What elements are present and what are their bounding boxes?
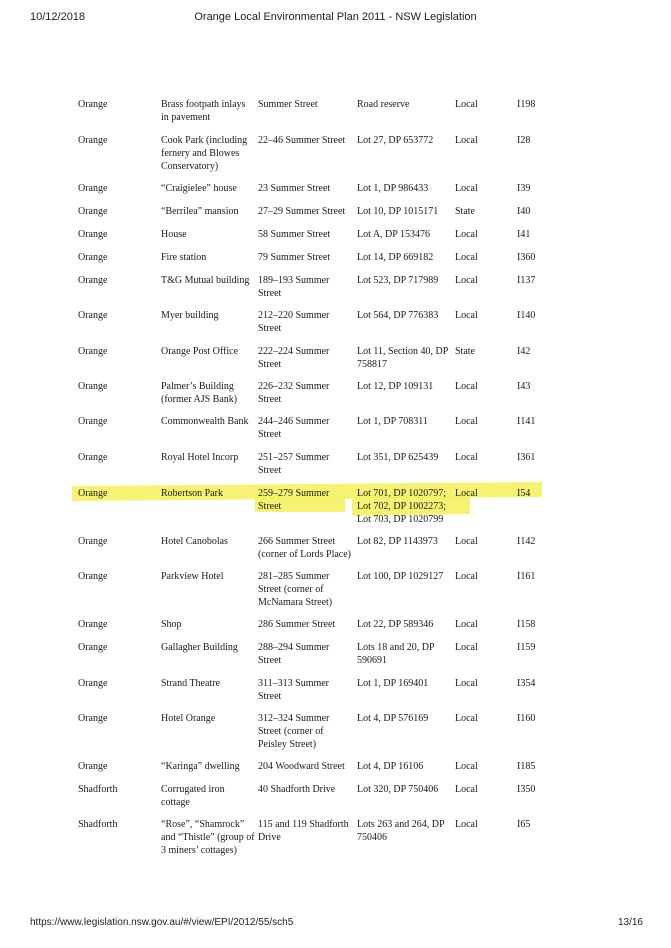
item-number-cell: I140	[517, 310, 536, 321]
property-description-cell: Lot 22, DP 589346	[357, 619, 434, 630]
address-cell: 23 Summer Street	[258, 183, 331, 194]
significance-cell: State	[455, 206, 475, 217]
item-number-cell: I160	[517, 713, 536, 724]
significance-cell: Local	[455, 536, 478, 547]
suburb-cell: Orange	[78, 252, 108, 263]
significance-cell: Local	[455, 784, 478, 795]
property-description-cell: Lot 564, DP 776383	[357, 310, 439, 321]
significance-cell: Local	[455, 99, 478, 110]
address-cell: 189–193 Summer Street	[258, 275, 330, 299]
suburb-cell: Orange	[78, 416, 108, 427]
significance-cell: Local	[455, 761, 478, 772]
address-cell: 312–324 Summer Street (corner of Peisley Street)	[258, 713, 330, 750]
item-name-cell: Brass footpath inlays in pavement	[161, 99, 246, 123]
suburb-cell: Orange	[78, 381, 108, 392]
significance-cell: Local	[455, 183, 478, 194]
suburb-cell: Orange	[78, 619, 108, 630]
address-cell: 266 Summer Street (corner of Lords Place)	[258, 536, 352, 560]
item-number-cell: I54	[517, 488, 531, 499]
address-cell: 288–294 Summer Street	[258, 642, 330, 666]
item-name-cell: Royal Hotel Incorp	[161, 452, 239, 463]
property-description-cell: Lot 1, DP 169401	[357, 678, 429, 689]
property-description-cell: Lot A, DP 153476	[357, 229, 430, 240]
item-number-cell: I43	[517, 381, 531, 392]
item-name-cell: Orange Post Office	[161, 346, 239, 357]
item-number-cell: I161	[517, 571, 536, 582]
significance-cell: Local	[455, 135, 478, 146]
address-cell: 311–313 Summer Street	[258, 678, 330, 702]
significance-cell: Local	[455, 416, 478, 427]
item-number-cell: I41	[517, 229, 531, 240]
address-cell: 204 Woodward Street	[258, 761, 345, 772]
suburb-cell: Orange	[78, 678, 108, 689]
address-cell: 22–46 Summer Street	[258, 135, 346, 146]
item-number-cell: I185	[517, 761, 536, 772]
significance-cell: Local	[455, 275, 478, 286]
address-cell: 222–224 Summer Street	[258, 346, 330, 370]
address-cell: 259–279 Summer Street	[258, 488, 330, 512]
property-description-cell: Lot 11, Section 40, DP 758817	[357, 346, 448, 370]
item-name-cell: “Rose”, “Shamrock” and “Thistle” (group of 3 miners’ cottages)	[161, 819, 255, 856]
suburb-cell: Orange	[78, 713, 108, 724]
address-cell: 212–220 Summer Street	[258, 310, 330, 334]
property-description-cell: Lot 1, DP 986433	[357, 183, 429, 194]
item-number-cell: I141	[517, 416, 536, 427]
suburb-cell: Orange	[78, 99, 108, 110]
significance-cell: Local	[455, 229, 478, 240]
property-description-cell: Lot 1, DP 708311	[357, 416, 428, 427]
property-description-cell: Lot 701, DP 1020797; Lot 702, DP 1002273; Lot 703, DP 1020799	[357, 488, 447, 525]
item-name-cell: Palmer’s Building (former AJS Bank)	[161, 381, 238, 405]
page-title: Orange Local Environmental Plan 2011 - NSW Legislation	[194, 11, 477, 23]
item-number-cell: I65	[517, 819, 531, 830]
property-description-cell: Lot 523, DP 717989	[357, 275, 439, 286]
address-cell: 79 Summer Street	[258, 252, 331, 263]
item-name-cell: Gallagher Building	[161, 642, 238, 653]
item-name-cell: T&G Mutual building	[161, 275, 250, 286]
item-number-cell: I137	[517, 275, 536, 286]
item-name-cell: Commonwealth Bank	[161, 416, 249, 427]
item-name-cell: Myer building	[161, 310, 219, 321]
item-name-cell: House	[161, 229, 187, 240]
item-name-cell: “Berrilea” mansion	[161, 206, 239, 217]
item-number-cell: I142	[517, 536, 536, 547]
property-description-cell: Lot 82, DP 1143973	[357, 536, 438, 547]
suburb-cell: Orange	[78, 310, 108, 321]
significance-cell: Local	[455, 381, 478, 392]
item-name-cell: Robertson Park	[161, 488, 223, 499]
property-description-cell: Lots 18 and 20, DP 590691	[357, 642, 435, 666]
property-description-cell: Lot 14, DP 669182	[357, 252, 434, 263]
suburb-cell: Orange	[78, 135, 108, 146]
address-cell: 58 Summer Street	[258, 229, 331, 240]
item-number-cell: I350	[517, 784, 536, 795]
significance-cell: Local	[455, 619, 478, 630]
property-description-cell: Lot 4, DP 576169	[357, 713, 429, 724]
suburb-cell: Orange	[78, 452, 108, 463]
property-description-cell: Lots 263 and 264, DP 750406	[357, 819, 445, 843]
suburb-cell: Orange	[78, 571, 108, 582]
item-number-cell: I39	[517, 183, 531, 194]
property-description-cell: Lot 100, DP 1029127	[357, 571, 444, 582]
suburb-cell: Orange	[78, 642, 108, 653]
address-cell: 244–246 Summer Street	[258, 416, 330, 440]
address-cell: 115 and 119 Shadforth Drive	[258, 819, 349, 843]
item-number-cell: I361	[517, 452, 536, 463]
address-cell: 281–285 Summer Street (corner of McNamara Street)	[258, 571, 333, 608]
property-description-cell: Road reserve	[357, 99, 410, 110]
significance-cell: Local	[455, 678, 478, 689]
significance-cell: Local	[455, 642, 478, 653]
significance-cell: Local	[455, 452, 478, 463]
address-cell: 251–257 Summer Street	[258, 452, 330, 476]
significance-cell: Local	[455, 252, 478, 263]
item-number-cell: I28	[517, 135, 531, 146]
item-number-cell: I40	[517, 206, 531, 217]
suburb-cell: Orange	[78, 206, 108, 217]
suburb-cell: Orange	[78, 346, 108, 357]
item-name-cell: “Craigielee” house	[161, 183, 237, 194]
property-description-cell: Lot 4, DP 16106	[357, 761, 424, 772]
item-name-cell: “Karinga” dwelling	[161, 761, 240, 772]
property-description-cell: Lot 351, DP 625439	[357, 452, 439, 463]
suburb-cell: Shadforth	[78, 784, 118, 795]
suburb-cell: Orange	[78, 229, 108, 240]
item-number-cell: I159	[517, 642, 536, 653]
item-name-cell: Hotel Orange	[161, 713, 216, 724]
suburb-cell: Orange	[78, 488, 108, 499]
significance-cell: Local	[455, 819, 478, 830]
significance-cell: Local	[455, 713, 478, 724]
significance-cell: Local	[455, 488, 478, 499]
suburb-cell: Orange	[78, 536, 108, 547]
item-name-cell: Corrugated iron cottage	[161, 784, 225, 808]
item-number-cell: I360	[517, 252, 536, 263]
suburb-cell: Orange	[78, 275, 108, 286]
property-description-cell: Lot 10, DP 1015171	[357, 206, 439, 217]
item-name-cell: Cook Park (including fernery and Blowes Conservatory)	[161, 135, 248, 172]
item-number-cell: I158	[517, 619, 536, 630]
address-cell: 40 Shadforth Drive	[258, 784, 336, 795]
address-cell: 286 Summer Street	[258, 619, 336, 630]
suburb-cell: Orange	[78, 183, 108, 194]
property-description-cell: Lot 12, DP 109131	[357, 381, 434, 392]
page-url: https://www.legislation.nsw.gov.au/#/view/EPI/2012/55/sch5	[30, 917, 294, 928]
page-number: 13/16	[617, 917, 643, 928]
suburb-cell: Shadforth	[78, 819, 118, 830]
significance-cell: Local	[455, 310, 478, 321]
significance-cell: Local	[455, 571, 478, 582]
item-name-cell: Parkview Hotel	[161, 571, 224, 582]
item-number-cell: I354	[517, 678, 536, 689]
item-name-cell: Hotel Canobolas	[161, 536, 228, 547]
address-cell: 27–29 Summer Street	[258, 206, 346, 217]
item-name-cell: Fire station	[161, 252, 207, 263]
suburb-cell: Orange	[78, 761, 108, 772]
address-cell: Summer Street	[258, 99, 318, 110]
significance-cell: State	[455, 346, 475, 357]
item-name-cell: Strand Theatre	[161, 678, 220, 689]
property-description-cell: Lot 27, DP 653772	[357, 135, 434, 146]
address-cell: 226–232 Summer Street	[258, 381, 330, 405]
property-description-cell: Lot 320, DP 750406	[357, 784, 439, 795]
item-number-cell: I198	[517, 99, 536, 110]
print-date: 10/12/2018	[30, 11, 86, 23]
item-name-cell: Shop	[161, 619, 182, 630]
item-number-cell: I42	[517, 346, 531, 357]
